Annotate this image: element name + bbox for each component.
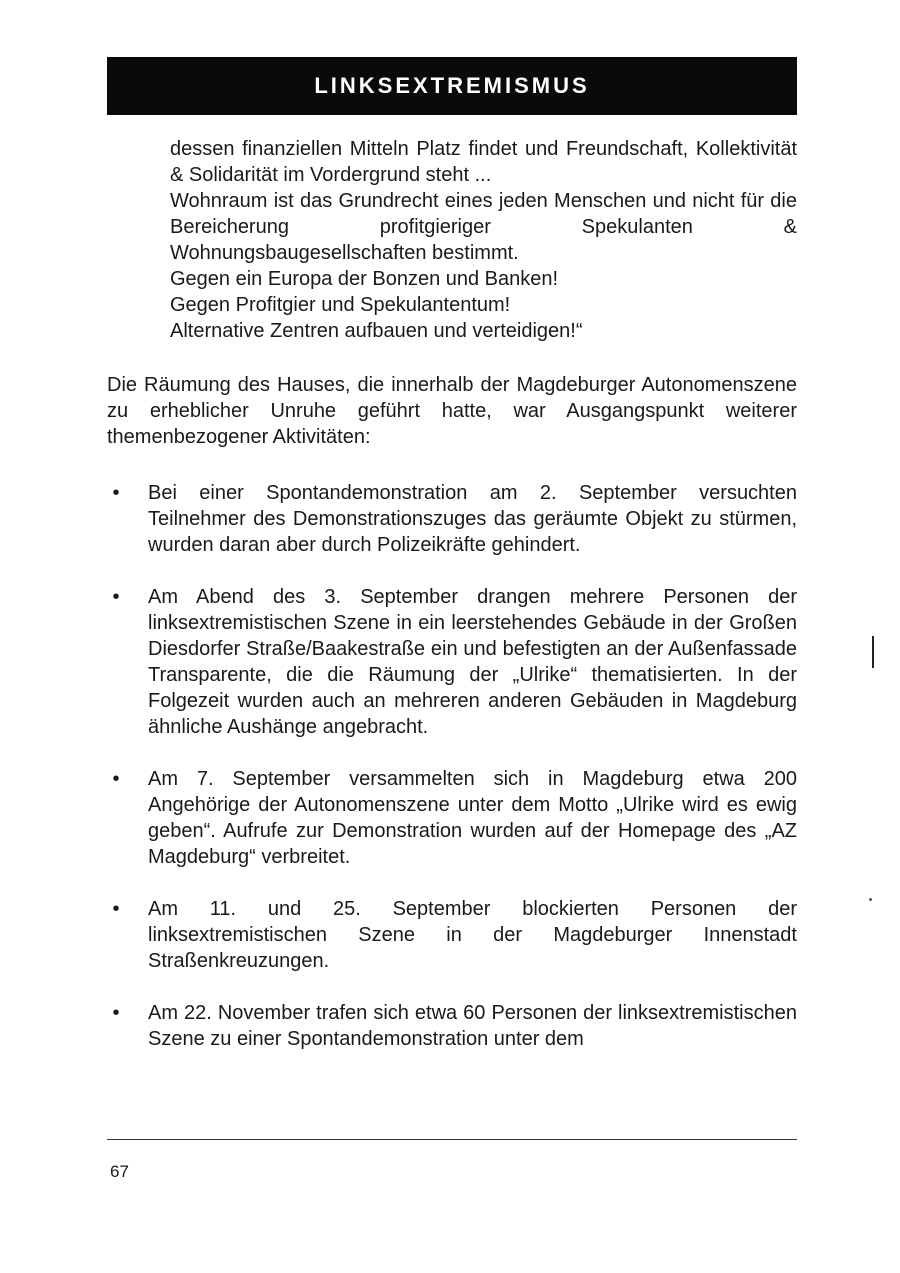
scan-speck [869,898,872,901]
bullet-list [107,480,797,1078]
bullet-icon: • [112,1002,120,1024]
quote-paragraph: Gegen Profitgier und Spekulantentum! [170,294,511,316]
page-number: 67 [110,1162,129,1181]
quote-paragraph: dessen finanziellen Mitteln Platz findet und Freundschaft, Kollektivität & Solidarität im Vordergrund steht ... [170,138,797,186]
list-item-text: Am 11. und 25. September blockierten Personen der linksextremistischen Szene in der Magdeburger Innenstadt Straßenkreuzungen. [148,898,797,972]
list-item [107,1000,797,1052]
list-item-text: Am Abend des 3. September drangen mehrere Personen der linksextremistischen Szene in ein leerstehendes Gebäude in der Großen Diesdorfer Straße/Baakestraße ein und befestigten an der Außenfassade Transparente, die die Räumung der „Ulrike“ thematisierten. In der Folgezeit wurden auch an mehreren anderen Gebäuden in Magdeburg ähnliche Aushänge angebracht. [148,586,797,738]
list-item [107,480,797,558]
bullet-icon: • [112,482,120,504]
list-item-text: Am 7. September versammelten sich in Magdeburg etwa 200 Angehörige der Autonomenszene unter dem Motto „Ulrike wird es ewig geben“. Aufrufe zur Demonstration wurden auf der Homepage des „AZ Magdeburg“ verbreitet. [148,768,797,868]
quote-paragraph: Alternative Zentren aufbauen und verteidigen!“ [170,320,583,342]
quote-block [170,136,797,344]
bullet-icon: • [112,898,120,920]
header-title: LINKSEXTREMISMUS [314,73,590,98]
list-item-text: Am 22. November trafen sich etwa 60 Personen der linksextremistischen Szene zu einer Spontandemonstration unter dem [148,1002,797,1050]
bullet-icon: • [112,586,120,608]
intro-paragraph: Die Räumung des Hauses, die innerhalb der Magdeburger Autonomenszene zu erheblicher Unruhe geführt hatte, war Ausgangspunkt weiterer themenbezogener Aktivitäten: [107,374,797,448]
bullet-icon: • [112,768,120,790]
page-header [107,57,797,115]
margin-change-bar [872,636,874,668]
footer-divider [107,1139,797,1140]
list-item [107,766,797,870]
list-item-text: Bei einer Spontandemonstration am 2. September versuchten Teilnehmer des Demonstrationszuges das geräumte Objekt zu stürmen, wurden daran aber durch Polizeikräfte gehindert. [148,482,797,556]
quote-paragraph: Gegen ein Europa der Bonzen und Banken! [170,268,559,290]
quote-paragraph: Wohnraum ist das Grundrecht eines jeden Menschen und nicht für die Bereicherung profitgieriger Spekulanten & Wohnungsbaugesellschaften bestimmt. [170,190,797,264]
list-item [107,896,797,974]
list-item [107,584,797,740]
